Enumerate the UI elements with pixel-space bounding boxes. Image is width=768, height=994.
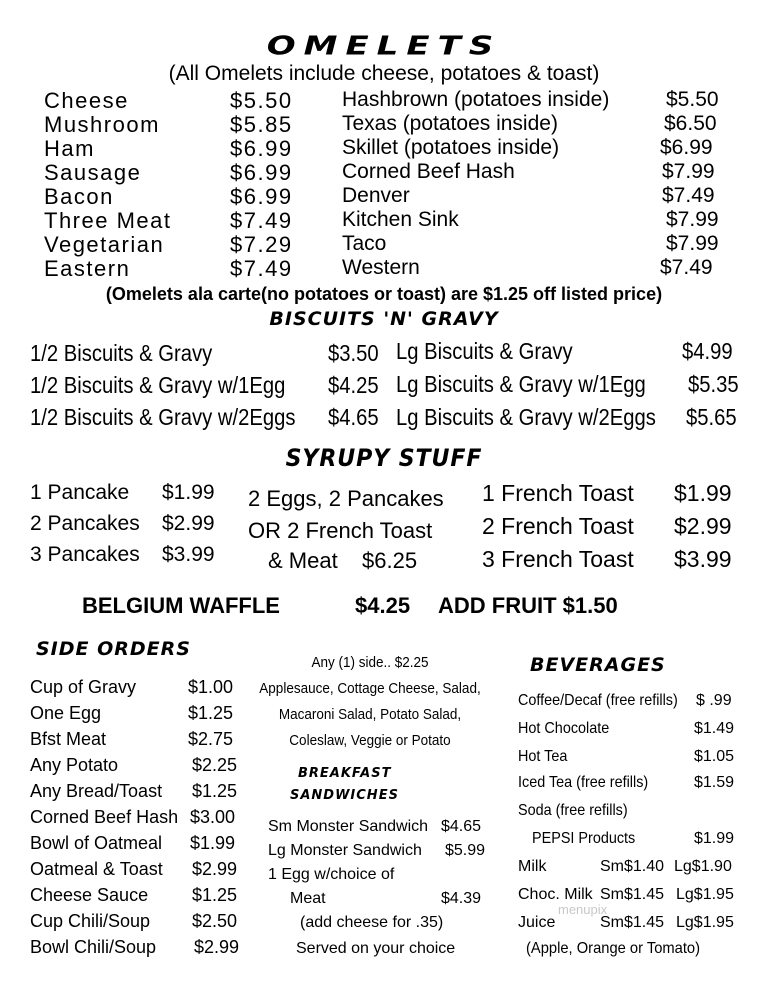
- menu-item-name: Bowl of Oatmeal: [30, 833, 163, 853]
- waffle-name: BELGIUM WAFFLE: [82, 593, 280, 618]
- menu-item-name: Lg Biscuits & Gravy: [396, 338, 573, 364]
- menu-item-price: $7.99: [666, 232, 719, 255]
- menu-item-name: Cup of Gravy: [30, 677, 137, 697]
- combo-line-2: OR 2 French Toast: [248, 518, 433, 543]
- sandwich-price: $5.99: [445, 842, 486, 859]
- menu-item-name: Bacon: [44, 184, 114, 209]
- menu-item-name: Hashbrown (potatoes inside): [342, 88, 610, 111]
- menu-item-name: Bfst Meat: [30, 729, 107, 749]
- menu-item-name: Cup Chili/Soup: [30, 911, 151, 931]
- menu-item-name: Oatmeal & Toast: [30, 859, 163, 879]
- waffle-price: $4.25: [355, 593, 411, 618]
- combo-line-3-name: & Meat: [268, 548, 338, 573]
- menu-item-name: Choc. Milk: [518, 886, 593, 903]
- watermark: menupix: [558, 902, 608, 917]
- menu-item-price: $1.25: [188, 703, 234, 723]
- menu-item-name: Lg Biscuits & Gravy w/1Egg: [396, 371, 646, 397]
- egg-sandwich-line-1: 1 Egg w/choice of: [268, 866, 395, 883]
- menu-item-price: $6.99: [230, 184, 293, 209]
- menu-item-price: $7.49: [662, 184, 715, 207]
- menu-item-name: PEPSI Products: [532, 830, 636, 847]
- menu-item-name: 1 French Toast: [482, 480, 634, 506]
- any-side-line-2: Applesauce, Cottage Cheese, Salad,: [259, 680, 481, 697]
- menu-item-price: $2.99: [194, 937, 240, 957]
- menu-item-name: Western: [342, 256, 420, 279]
- menu-item-name: Any Potato: [30, 755, 119, 775]
- menu-item-name: 1 Pancake: [30, 481, 130, 504]
- menu-item-price: $5.50: [230, 88, 293, 113]
- menu-item-name: 1/2 Biscuits & Gravy w/2Eggs: [30, 404, 296, 430]
- menu-item-name: One Egg: [30, 703, 102, 723]
- menu-item-price: $4.25: [328, 372, 379, 398]
- menu-item-name: 3 Pancakes: [30, 543, 140, 566]
- menu-item-price: $3.50: [328, 340, 379, 366]
- menu-item-price: $ .99: [696, 692, 732, 709]
- menu-item-price: $3.99: [674, 546, 732, 572]
- large-price: Lg$1.95: [676, 886, 734, 903]
- combo-line-1: 2 Eggs, 2 Pancakes: [248, 486, 444, 511]
- menu-item-price: $3.99: [162, 543, 215, 566]
- menu-item-price: $2.99: [162, 512, 215, 535]
- menu-item-name: Texas (potatoes inside): [342, 112, 558, 135]
- omelets-title: OMELETS: [266, 31, 502, 61]
- menu-item-name: 1/2 Biscuits & Gravy: [30, 340, 213, 366]
- menu-item-name: Juice: [518, 914, 556, 931]
- menu-item-name: Kitchen Sink: [342, 208, 459, 231]
- breakfast-sandwiches-title-2: SANDWICHES: [290, 788, 399, 803]
- menu-item-price: $2.99: [192, 859, 238, 879]
- menu-item-name: Vegetarian: [44, 232, 165, 257]
- menu-item-name: 2 Pancakes: [30, 512, 140, 535]
- large-price: Lg$1.95: [676, 914, 734, 931]
- small-price: Sm$1.40: [600, 858, 665, 875]
- menu-item-price: $3.00: [190, 807, 236, 827]
- menu-item-price: $5.35: [688, 371, 739, 397]
- sandwich-name: Sm Monster Sandwich: [268, 818, 429, 835]
- any-side-line-4: Coleslaw, Veggie or Potato: [289, 732, 451, 749]
- menu-item-price: $5.85: [230, 112, 293, 137]
- juice-note: (Apple, Orange or Tomato): [526, 940, 701, 957]
- menu-item-price: $1.99: [694, 830, 735, 847]
- omelets-subtitle: (All Omelets include cheese, potatoes & toast): [168, 62, 600, 85]
- menu-item-price: $7.49: [230, 208, 293, 233]
- menu-item-price: $6.50: [664, 112, 717, 135]
- menu-item-price: $1.99: [162, 481, 215, 504]
- menu-item-price: $7.99: [662, 160, 715, 183]
- menu-item-name: Sausage: [44, 160, 142, 185]
- menu-item-price: $6.99: [660, 136, 713, 159]
- sandwich-note-2: Served on your choice: [296, 940, 456, 957]
- menu-item-price: $4.99: [682, 338, 733, 364]
- menu-item-name: Milk: [518, 858, 547, 875]
- menu-item-price: $1.00: [188, 677, 234, 697]
- beverages-title: BEVERAGES: [530, 654, 666, 676]
- menu-item-price: $1.25: [192, 781, 238, 801]
- biscuits-title: BISCUITS 'N' GRAVY: [269, 308, 499, 330]
- small-price: Sm$1.45: [600, 914, 665, 931]
- menu-item-price: $6.99: [230, 160, 293, 185]
- waffle-addon: ADD FRUIT $1.50: [438, 593, 618, 618]
- menu-item-price: $5.65: [686, 404, 737, 430]
- menu-item-name: Mushroom: [44, 112, 160, 137]
- menu-item-price: $2.50: [192, 911, 238, 931]
- egg-sandwich-name: Meat: [290, 890, 326, 907]
- egg-sandwich-price: $4.39: [441, 890, 482, 907]
- menu-item-price: $1.59: [694, 774, 735, 791]
- sandwich-name: Lg Monster Sandwich: [268, 842, 422, 859]
- menu-item-price: $1.05: [694, 748, 735, 765]
- any-side-line-1: Any (1) side.. $2.25: [311, 654, 429, 671]
- menu-item-name: Eastern: [44, 256, 131, 281]
- menu-item-name: Taco: [342, 232, 387, 255]
- menu-item-name: Three Meat: [44, 208, 172, 233]
- menu-item-name: Any Bread/Toast: [30, 781, 163, 801]
- menu-item-name: Corned Beef Hash: [342, 160, 515, 183]
- omelets-note: (Omelets ala carte(no potatoes or toast) are $1.25 off listed price): [105, 284, 663, 304]
- menu-item-name: 2 French Toast: [482, 513, 634, 539]
- menu-item-name: Corned Beef Hash: [30, 807, 179, 827]
- menu-item-price: $6.99: [230, 136, 293, 161]
- menu-item-price: $7.49: [230, 256, 293, 281]
- menu-item-name: Skillet (potatoes inside): [342, 136, 560, 159]
- menu-item-price: $1.25: [192, 885, 238, 905]
- any-side-line-3: Macaroni Salad, Potato Salad,: [278, 706, 462, 723]
- menu-item-name: Denver: [342, 184, 410, 207]
- menu-item-name: Coffee/Decaf (free refills): [518, 692, 678, 709]
- menu-item-price: $5.50: [666, 88, 719, 111]
- menu-item-price: $1.99: [674, 480, 732, 506]
- large-price: Lg$1.90: [674, 858, 732, 875]
- menu-item-name: 3 French Toast: [482, 546, 634, 572]
- sides-title: SIDE ORDERS: [36, 638, 191, 660]
- menu-item-name: Cheese Sauce: [30, 885, 149, 905]
- sandwich-note-1: (add cheese for .35): [300, 914, 444, 931]
- breakfast-sandwiches-title-1: BREAKFAST: [298, 766, 392, 781]
- menu-item-name: Lg Biscuits & Gravy w/2Eggs: [396, 404, 656, 430]
- small-price: Sm$1.45: [600, 886, 665, 903]
- menu-item-name: Hot Tea: [518, 748, 568, 765]
- menu-item-name: Bowl Chili/Soup: [30, 937, 157, 957]
- menu-item-price: $2.75: [188, 729, 234, 749]
- menu-item-name: Ham: [44, 136, 95, 161]
- menu-item-name: Hot Chocolate: [518, 720, 610, 737]
- menu-item-price: $2.25: [192, 755, 238, 775]
- menu-item-name: Iced Tea (free refills): [518, 774, 649, 791]
- sandwich-price: $4.65: [441, 818, 482, 835]
- menu-item-price: $4.65: [328, 404, 379, 430]
- combo-line-3-price: $6.25: [362, 548, 418, 573]
- menu-item-price: $1.49: [694, 720, 735, 737]
- menu-item-price: $1.99: [190, 833, 236, 853]
- menu-item-name: Cheese: [44, 88, 129, 113]
- soda-label: Soda (free refills): [518, 802, 628, 819]
- syrupy-title: SYRUPY STUFF: [285, 444, 483, 472]
- menu-item-name: 1/2 Biscuits & Gravy w/1Egg: [30, 372, 286, 398]
- menu-item-price: $7.99: [666, 208, 719, 231]
- menu-item-price: $7.29: [230, 232, 293, 257]
- menu-item-price: $2.99: [674, 513, 732, 539]
- menu-item-price: $7.49: [660, 256, 713, 279]
